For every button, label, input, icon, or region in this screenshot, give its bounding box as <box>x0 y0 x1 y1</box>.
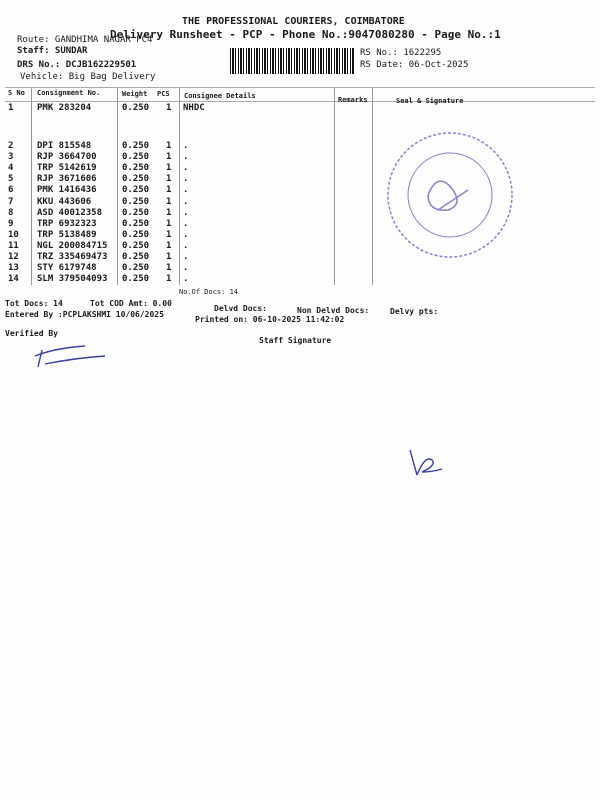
cell-consignee: . <box>183 185 189 196</box>
cell-pcs: 1 <box>166 152 172 163</box>
cell-consignee: . <box>183 174 189 185</box>
table-row <box>0 103 205 114</box>
cell-consignment: TRZ 335469473 <box>37 252 108 262</box>
cell-weight: 0.250 <box>122 229 150 240</box>
delivered-docs: Delvd Docs: <box>214 304 267 313</box>
cell-consignment: RJP 3671606 <box>37 174 97 185</box>
col-weight: Weight <box>122 90 148 98</box>
verified-by-label: Verified By <box>5 329 58 338</box>
table-row <box>0 197 200 208</box>
cell-consignee: . <box>183 141 189 151</box>
cell-weight: 0.250 <box>122 152 150 163</box>
col-pcs: PCS <box>157 90 170 98</box>
cell-consignee: . <box>183 252 189 262</box>
table-row <box>0 174 200 185</box>
cell-pcs: 1 <box>166 174 172 185</box>
no-of-docs: No.Of Docs: 14 <box>179 288 239 296</box>
col-consignment: Consignment No. <box>37 89 101 97</box>
cell-weight: 0.250 <box>122 274 150 285</box>
company-seal-stamp <box>378 125 523 265</box>
company-name: THE PROFESSIONAL COURIERS, COIMBATORE <box>182 16 405 27</box>
drs-number: DRS No.: DCJB162229501 <box>17 60 137 70</box>
cell-pcs: 1 <box>166 229 172 240</box>
cell-weight: 0.250 <box>122 240 150 251</box>
cell-sno: 14 <box>8 274 19 285</box>
cell-pcs: 1 <box>166 163 172 174</box>
cell-pcs: 1 <box>166 274 172 285</box>
cell-consignment: PMK 283204 <box>37 103 92 113</box>
cell-pcs: 1 <box>166 263 172 274</box>
non-delivered-docs: Non Delvd Docs: <box>297 306 370 315</box>
cell-consignee: . <box>183 218 189 229</box>
cell-weight: 0.250 <box>122 185 150 196</box>
cell-consignee: . <box>183 229 189 240</box>
col-remarks: Remarks <box>338 96 368 104</box>
table-row <box>0 230 200 241</box>
cell-consignee: . <box>183 263 189 274</box>
cell-weight: 0.250 <box>122 263 150 274</box>
table-row <box>0 241 200 252</box>
cell-consignment: TRP 6932323 <box>37 218 97 229</box>
staff-signature-label: Staff Signature <box>259 336 332 345</box>
cell-consignment: KKU 443606 <box>37 196 92 207</box>
route: Route: GANDHIMA NAGAR PC4 <box>17 35 153 45</box>
runsheet-title: Delivery Runsheet - PCP - Phone No.:9047080280 - Page No.:1 <box>110 28 501 41</box>
cell-sno: 6 <box>8 185 14 196</box>
cell-consignment: PMK 1416436 <box>37 185 97 196</box>
table-row <box>0 163 200 174</box>
table-row <box>0 219 200 230</box>
staff: Staff: SUNDAR <box>17 46 88 56</box>
cell-sno: 7 <box>8 196 14 207</box>
cell-sno: 5 <box>8 174 14 185</box>
total-docs: Tot Docs: 14 <box>5 299 63 308</box>
table-row <box>0 152 200 163</box>
cell-pcs: 1 <box>166 252 172 262</box>
cell-sno: 4 <box>8 163 14 174</box>
col-seal-signature: Seal & Signature <box>396 97 464 105</box>
rs-number: RS No.: 1622295 <box>360 48 442 58</box>
cell-weight: 0.250 <box>122 218 150 229</box>
cell-pcs: 1 <box>166 218 172 229</box>
cell-weight: 0.250 <box>122 103 150 113</box>
cell-pcs: 1 <box>166 141 172 151</box>
cell-consignment: SLM 379504093 <box>37 274 108 285</box>
cell-weight: 0.250 <box>122 163 150 174</box>
cell-consignment: STY 6179748 <box>37 263 97 274</box>
table-row <box>0 263 200 274</box>
table-row <box>0 208 200 219</box>
cell-consignment: ASD 40012358 <box>37 207 103 218</box>
table-row <box>0 185 200 196</box>
cell-sno: 11 <box>8 240 19 251</box>
barcode <box>230 48 355 74</box>
cell-consignee: . <box>183 196 189 207</box>
handwritten-mark <box>405 445 445 480</box>
cell-consignee: . <box>183 240 189 251</box>
cell-sno: 2 <box>8 141 14 151</box>
cell-consignee: . <box>183 152 189 163</box>
cell-sno: 10 <box>8 229 19 240</box>
cell-consignee: . <box>183 274 189 285</box>
cell-weight: 0.250 <box>122 196 150 207</box>
cell-consignment: RJP 3664700 <box>37 152 97 163</box>
printed-on: Printed on: 06-10-2025 11:42:02 <box>195 315 345 324</box>
cell-consignee: . <box>183 207 189 218</box>
rs-date: RS Date: 06-Oct-2025 <box>360 60 469 70</box>
cell-consignment: DPI 815548 <box>37 141 92 151</box>
cell-sno: 3 <box>8 152 14 163</box>
table-row <box>0 141 200 152</box>
cell-weight: 0.250 <box>122 174 150 185</box>
cell-consignee: . <box>183 163 189 174</box>
cell-sno: 13 <box>8 263 19 274</box>
cell-consignment: NGL 200084715 <box>37 240 108 251</box>
cell-sno: 8 <box>8 207 14 218</box>
cell-sno: 1 <box>8 103 14 113</box>
cell-sno: 9 <box>8 218 14 229</box>
cell-weight: 0.250 <box>122 141 150 151</box>
col-consignee: Consignee Details <box>184 92 256 100</box>
entered-by: Entered By :PCPLAKSHMI 10/06/2025 <box>5 310 164 319</box>
cell-consignee: NHDC <box>183 103 205 113</box>
verifier-signature <box>30 342 110 372</box>
cell-pcs: 1 <box>166 240 172 251</box>
cell-weight: 0.250 <box>122 252 150 262</box>
table-row <box>0 274 200 285</box>
total-cod-amount: Tot COD Amt: 0.00 <box>90 299 172 308</box>
cell-pcs: 1 <box>166 103 172 113</box>
table-row <box>0 252 200 263</box>
cell-sno: 12 <box>8 252 19 262</box>
cell-pcs: 1 <box>166 196 172 207</box>
delivery-points: Delvy pts: <box>390 307 439 316</box>
cell-consignment: TRP 5138489 <box>37 229 97 240</box>
vehicle: Vehicle: Big Bag Delivery <box>20 72 156 82</box>
cell-weight: 0.250 <box>122 207 150 218</box>
cell-consignment: TRP 5142619 <box>37 163 97 174</box>
col-sno: S No <box>8 89 25 97</box>
cell-pcs: 1 <box>166 207 172 218</box>
cell-pcs: 1 <box>166 185 172 196</box>
